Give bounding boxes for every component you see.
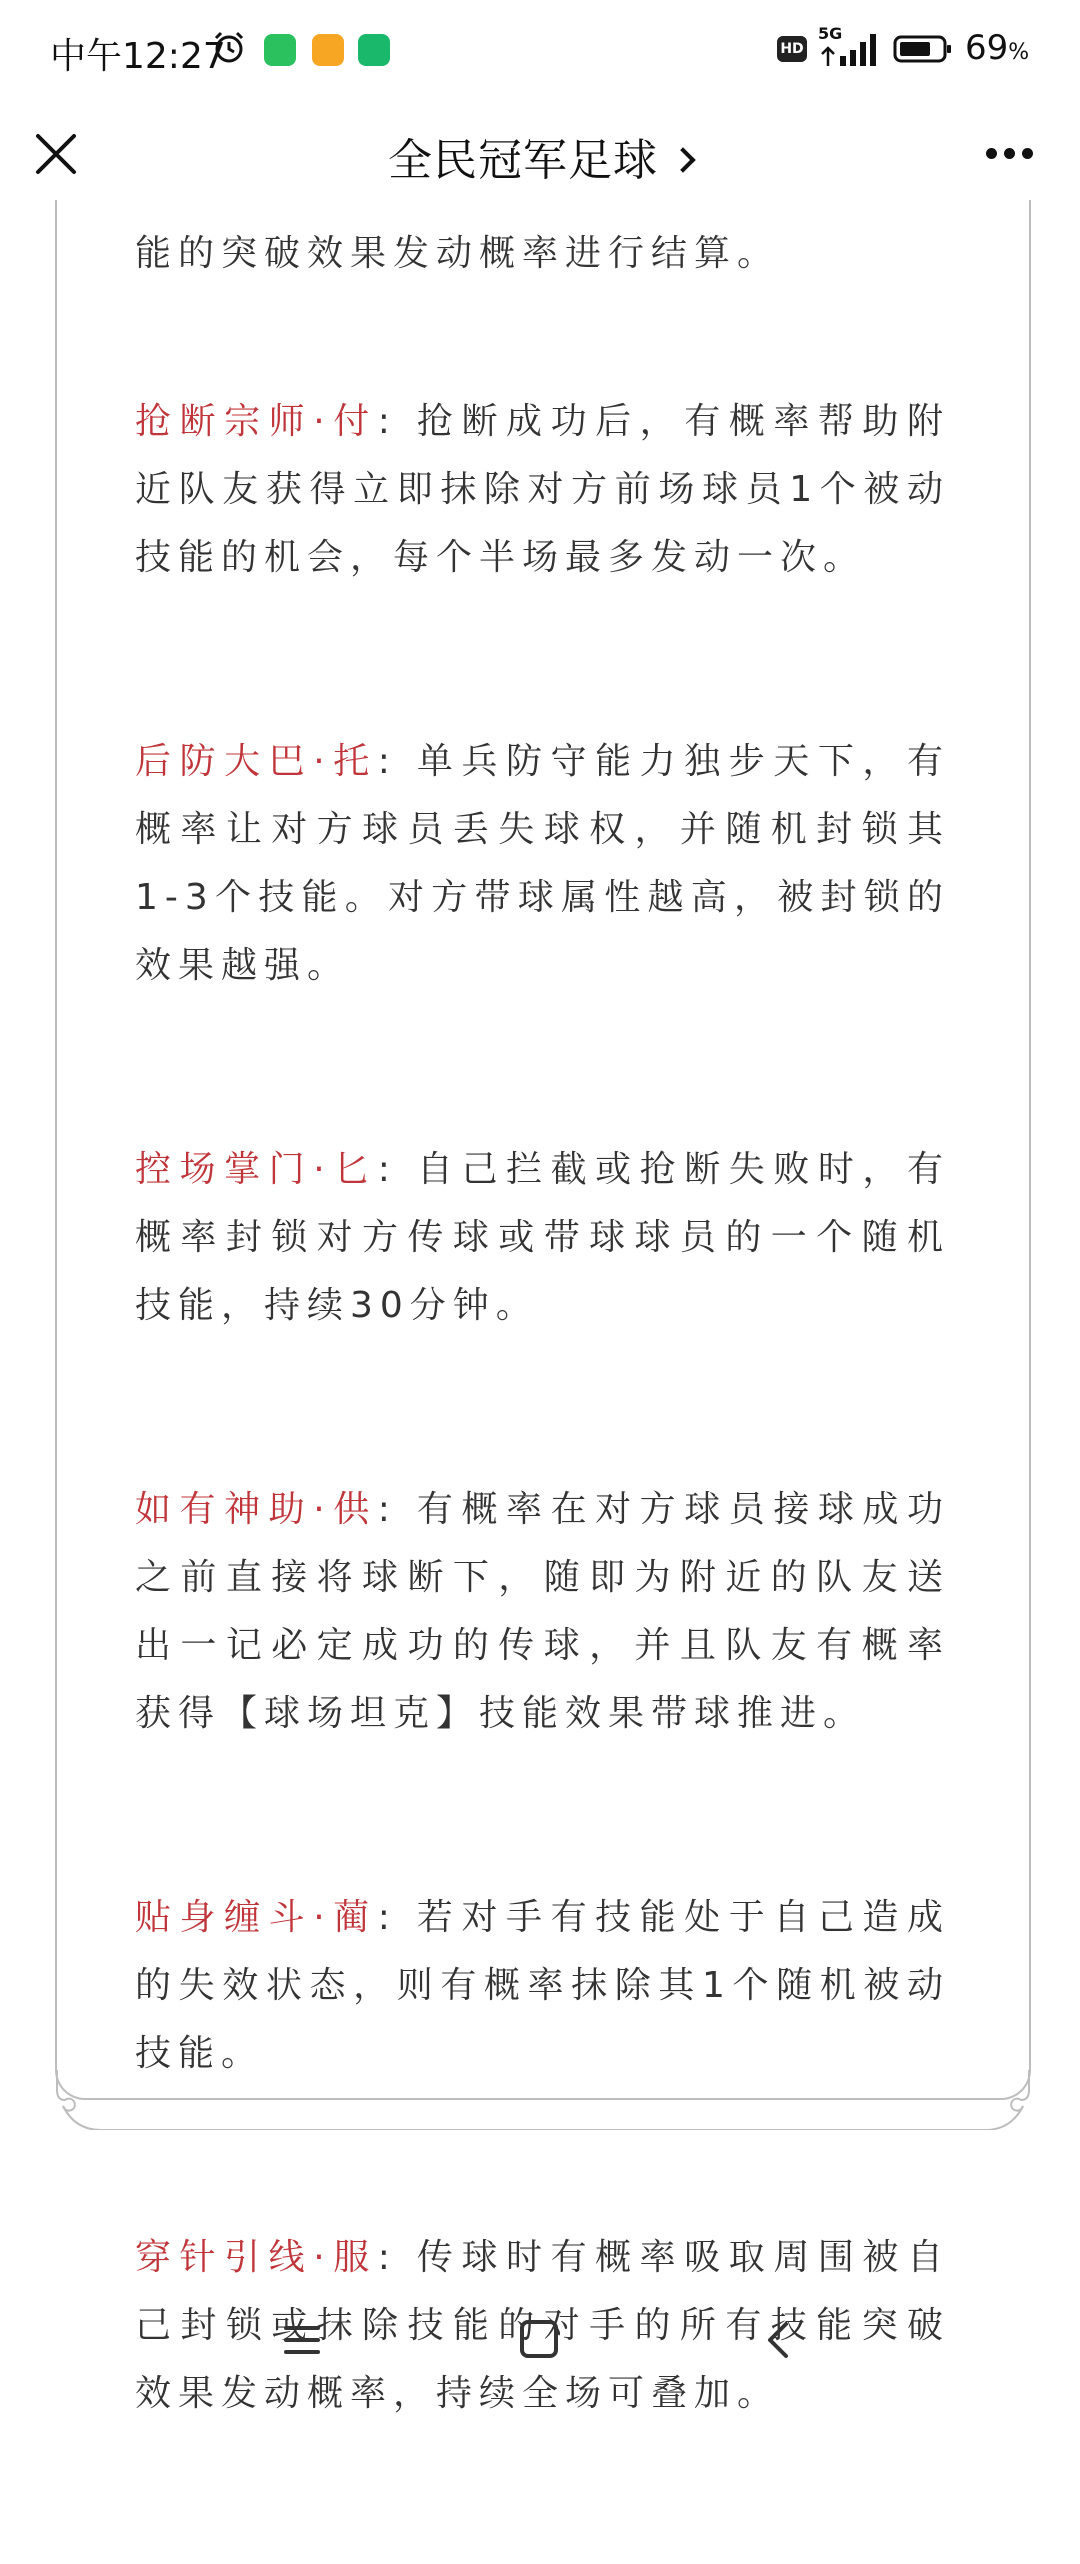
title-link[interactable] bbox=[0, 124, 1080, 188]
status-time: 中午12:27 bbox=[50, 36, 226, 77]
wechat-icon bbox=[264, 34, 296, 66]
status-bar bbox=[0, 0, 1080, 100]
skill-paragraph: 后防大巴·托: 单兵防守能力独步天下，有概率让对方球员丢失球权，并随机封锁其1-3个技能。对方带球属性越高，被封锁的效果越强。 bbox=[135, 741, 950, 986]
battery-percent: 69% bbox=[965, 28, 1030, 68]
notes-app-icon bbox=[312, 34, 344, 66]
skill-paragraph: 贴身缠斗·蔺: 若对手有技能处于自己造成的失效状态，则有概率抹除其1个随机被动技能。 bbox=[135, 1897, 950, 2074]
skill-description: 有概率在对方球员接球成功之前直接将球断下，随即为附近的队友送出一记必定成功的传球，并且队友有概率获得【球场坦克】技能效果带球推进。 bbox=[135, 1489, 950, 1734]
alarm-icon bbox=[212, 30, 246, 64]
skill-description: 单兵防守能力独步天下，有概率让对方球员丢失球权，并随机封锁其1-3个技能。对方带球属性越高，被封锁的效果越强。 bbox=[135, 741, 950, 986]
skill-name: 后防大巴·托 bbox=[135, 741, 378, 782]
skill-description: 自己拦截或抢断失败时，有概率封锁对方传球或带球球员的一个随机技能，持续30分钟。 bbox=[135, 1149, 950, 1326]
signal-icon bbox=[818, 28, 880, 68]
skill-name: 穿针引线·服 bbox=[135, 2237, 378, 2278]
skill-paragraph: 穿针引线·服: 传球时有概率吸取周围被自己封锁或抹除技能的对手的所有技能突破效果发动概率，持续全场可叠加。 bbox=[135, 2237, 950, 2414]
skill-name: 如有神助·供 bbox=[135, 1489, 378, 1530]
network-type: 5G bbox=[818, 24, 843, 43]
skill-paragraph: 抢断宗师·付: 抢断成功后，有概率帮助附近队友获得立即抹除对方前场球员1个被动技能的机会，每个半场最多发动一次。 bbox=[135, 401, 950, 578]
chevron-right-icon bbox=[670, 147, 695, 172]
back-icon[interactable] bbox=[758, 2320, 798, 2360]
article-body bbox=[135, 220, 950, 2564]
skill-paragraph: 控场掌门·匕: 自己拦截或抢断失败时，有概率封锁对方传球或带球球员的一个随机技能，持续30分钟。 bbox=[135, 1149, 950, 1326]
menu-icon[interactable] bbox=[282, 2320, 322, 2360]
skill-paragraph: 如有神助·供: 有概率在对方球员接球成功之前直接将球断下，随即为附近的队友送出一记必定成功的传球，并且队友有概率获得【球场坦克】技能效果带球推进。 bbox=[135, 1489, 950, 1734]
home-icon[interactable] bbox=[520, 2320, 558, 2358]
intro-paragraph: 能的突破效果发动概率进行结算。 bbox=[135, 233, 781, 274]
skill-description: 若对手有技能处于自己造成的失效状态，则有概率抹除其1个随机被动技能。 bbox=[135, 1897, 950, 2074]
skill-name: 贴身缠斗·蔺 bbox=[135, 1897, 378, 1938]
hd-badge: HD bbox=[777, 36, 807, 62]
page-title: 全民冠军足球 bbox=[388, 135, 658, 186]
battery-icon bbox=[893, 34, 953, 64]
skill-name: 控场掌门·匕 bbox=[135, 1149, 378, 1190]
skill-description: 抢断成功后，有概率帮助附近队友获得立即抹除对方前场球员1个被动技能的机会，每个半场最多发动一次。 bbox=[135, 401, 950, 578]
security-app-icon bbox=[358, 34, 390, 66]
skill-name: 抢断宗师·付 bbox=[135, 401, 378, 442]
system-nav-bar bbox=[0, 2290, 1080, 2400]
more-icon[interactable] bbox=[980, 138, 1040, 168]
skill-description: 传球时有概率吸取周围被自己封锁或抹除技能的对手的所有技能突破效果发动概率，持续全场可叠加。 bbox=[135, 2237, 950, 2414]
